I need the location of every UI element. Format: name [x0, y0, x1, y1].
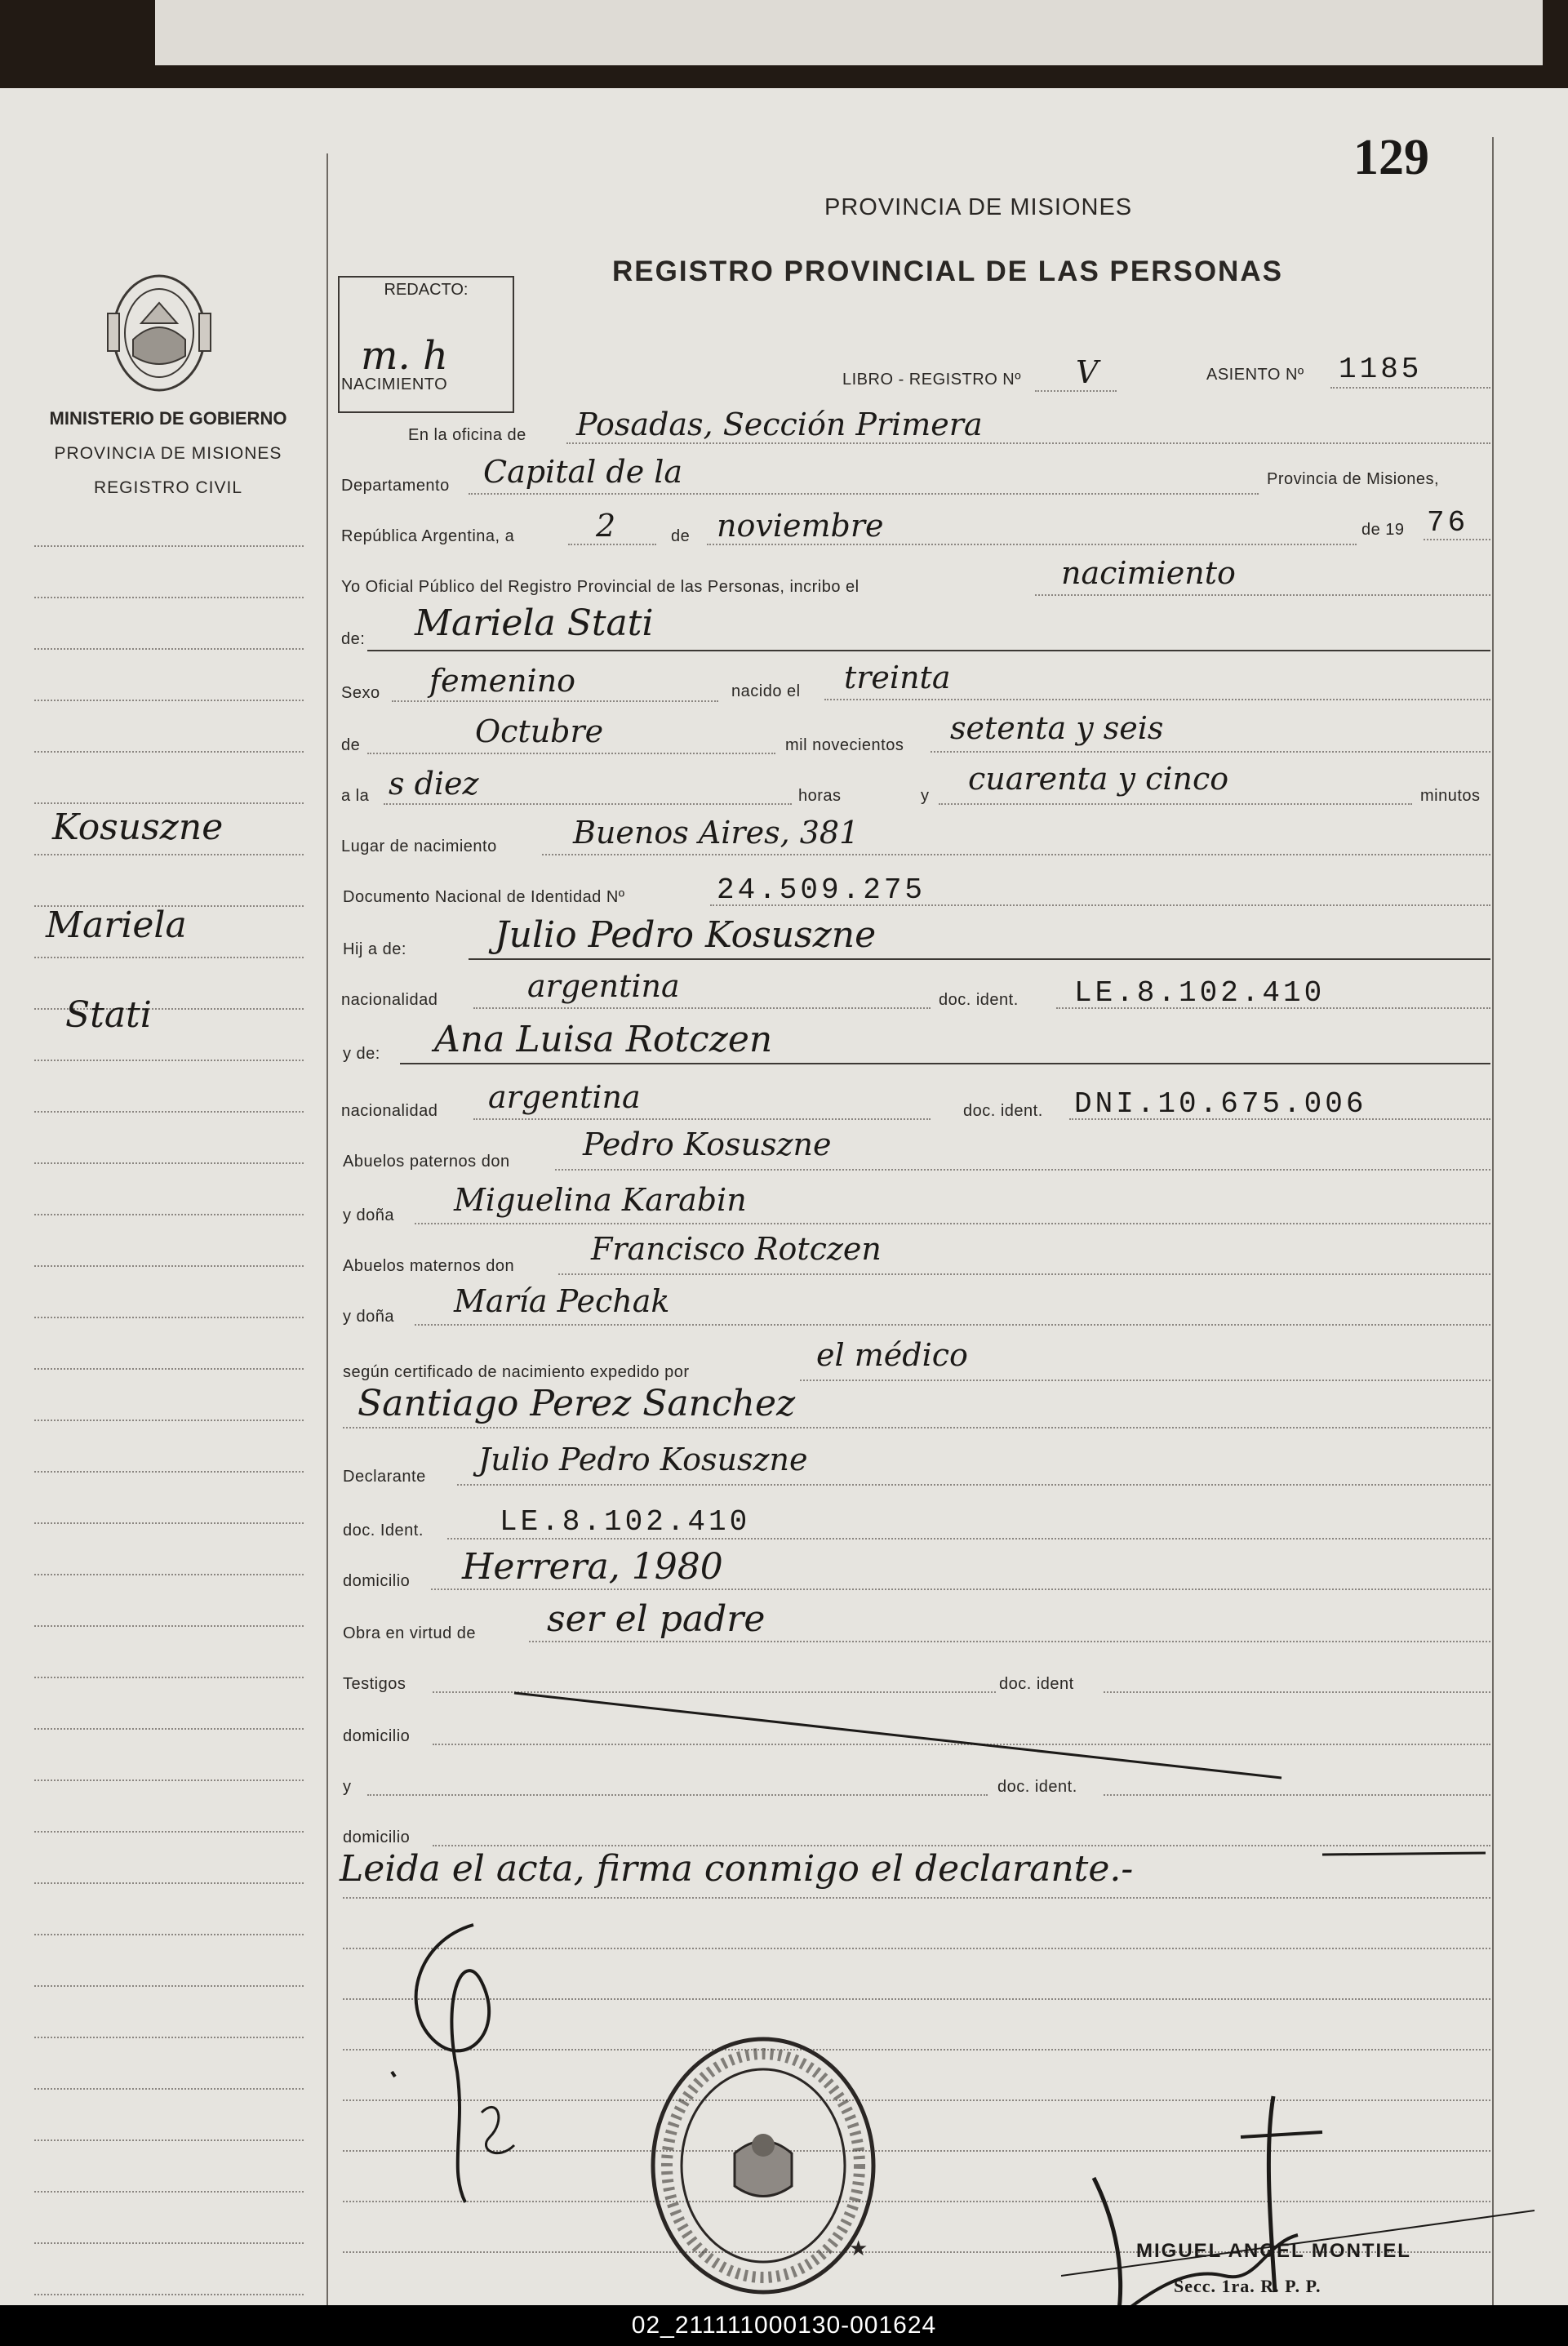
libro-label: LIBRO - REGISTRO Nº: [842, 371, 1022, 389]
page-number: 129: [1353, 130, 1429, 185]
documento-label: Documento Nacional de Identidad Nº: [343, 888, 625, 906]
republica-label: República Argentina, a: [341, 527, 515, 545]
officer-signature: [1061, 2080, 1535, 2341]
closing-statement: Leida el acta, firma conmigo el declarante.-: [340, 1848, 1134, 1890]
oficial-value: nacimiento: [1061, 555, 1236, 591]
domicilio-testigo2-label: domicilio: [343, 1828, 411, 1846]
margin-first-name: Mariela: [46, 904, 187, 946]
certificado-value: el médico: [816, 1337, 968, 1373]
nacionalidad-madre-label: nacionalidad: [341, 1102, 438, 1120]
abuelos-maternos-label: Abuelos maternos don: [343, 1257, 515, 1275]
padre-value: Julio Pedro Kosuszne: [495, 914, 877, 956]
documento-value: 24.509.275: [717, 873, 926, 907]
domicilio-label: domicilio: [343, 1572, 411, 1590]
abuela-materna-value: María Pechak: [454, 1283, 670, 1319]
next-page-edge: [155, 0, 1543, 65]
nacimiento-label: NACIMIENTO: [341, 375, 448, 393]
minutos-value: cuarenta y cinco: [968, 761, 1229, 797]
madre-doc-value: DNI.10.675.006: [1074, 1087, 1367, 1121]
obra-label: Obra en virtud de: [343, 1624, 477, 1642]
oficina-value: Posadas, Sección Primera: [576, 407, 983, 442]
madre-nacionalidad-value: argentina: [488, 1079, 641, 1115]
nacionalidad-padre-label: nacionalidad: [341, 991, 438, 1009]
closing-dash: [1322, 1843, 1494, 1868]
de-label: de: [671, 527, 691, 545]
declarante-label: Declarante: [343, 1468, 426, 1486]
nacido-label: nacido el: [731, 682, 801, 700]
abuelos-paternos-label: Abuelos paternos don: [343, 1153, 510, 1171]
right-margin-rule: [1492, 137, 1494, 2308]
margin-second-surname: Stati: [65, 994, 152, 1036]
departamento-value: Capital de la: [483, 454, 683, 490]
abuela-paterna-value: Miguelina Karabin: [454, 1182, 747, 1218]
declarante-doc-value: LE.8.102.410: [500, 1505, 751, 1539]
y-de-label: y de:: [343, 1045, 380, 1063]
doc-ident-madre-label: doc. ident.: [963, 1102, 1043, 1120]
testigos-label: Testigos: [343, 1675, 406, 1693]
horas-label: horas: [798, 787, 842, 805]
y-label: y: [921, 787, 930, 805]
ministry-line3: REGISTRO CIVIL: [93, 478, 243, 497]
dia-value: 2: [596, 508, 616, 544]
domicilio-value: Herrera, 1980: [462, 1546, 723, 1588]
provincial-seal-icon: [104, 266, 214, 397]
doc-ident-testigo-label: doc. ident: [999, 1675, 1074, 1693]
nacido-value: treinta: [844, 660, 951, 695]
ministry-line1: MINISTERIO DE GOBIERNO: [49, 408, 287, 429]
margin-surname: Kosuszne: [52, 806, 224, 848]
testigos-strike-line: [490, 1688, 1290, 1786]
anio-nacimiento-value: setenta y seis: [950, 710, 1164, 746]
declarante-value: Julio Pedro Kosuszne: [478, 1442, 808, 1477]
officer-name: MIGUEL ANGEL MONTIEL: [1136, 2240, 1411, 2262]
a-las-value: s diez: [389, 766, 479, 802]
doc-ident-padre-label: doc. ident.: [939, 991, 1019, 1009]
y-dona-materna-label: y doña: [343, 1308, 395, 1326]
padre-nacionalidad-value: argentina: [527, 968, 680, 1004]
mes-nacimiento-value: Octubre: [475, 713, 604, 749]
asiento-label: ASIENTO Nº: [1206, 366, 1304, 384]
mes-value: noviembre: [717, 508, 884, 544]
year-value: 76: [1427, 506, 1469, 540]
official-seal-stamp: [645, 2031, 882, 2300]
svg-text:★: ★: [849, 2237, 868, 2261]
departamento-label: Departamento: [341, 477, 450, 495]
de-year-label: de 19: [1361, 521, 1405, 539]
officer-role: Secc. 1ra. R. P. P.: [1174, 2276, 1321, 2296]
de-nombre-label: de:: [341, 630, 366, 648]
sexo-label: Sexo: [341, 684, 380, 702]
oficial-label: Yo Oficial Público del Registro Provincial de las Personas, incribo el: [341, 578, 860, 596]
oficina-label: En la oficina de: [408, 426, 526, 444]
minutos-label: minutos: [1420, 787, 1481, 805]
y-dona-paterna-label: y doña: [343, 1206, 395, 1224]
ministry-line2: PROVINCIA DE MISIONES: [54, 444, 282, 463]
hijo-label: Hij a de:: [343, 940, 406, 958]
redacto-label: REDACTO:: [384, 281, 469, 299]
left-margin-rule: [326, 153, 328, 2308]
abuelo-paterno-value: Pedro Kosuszne: [583, 1126, 832, 1162]
abuelo-materno-value: Francisco Rotczen: [591, 1231, 882, 1267]
madre-value: Ana Luisa Rotczen: [434, 1019, 773, 1060]
provincia-label: Provincia de Misiones,: [1267, 470, 1440, 488]
nombre-value: Mariela Stati: [415, 602, 654, 644]
lugar-label: Lugar de nacimiento: [341, 838, 497, 855]
declarant-signature: [384, 1908, 580, 2219]
province-heading: PROVINCIA DE MISIONES: [824, 194, 1133, 220]
asiento-value: 1185: [1339, 353, 1423, 386]
de-mes-label: de: [341, 736, 361, 754]
y-testigo-label: y: [343, 1778, 352, 1796]
sexo-value: femenino: [429, 663, 576, 699]
redacto-initials: m. h: [361, 333, 448, 379]
domicilio-testigo-label: domicilio: [343, 1727, 411, 1745]
a-las-label: a la: [341, 787, 370, 805]
lugar-value: Buenos Aires, 381: [573, 815, 860, 851]
padre-doc-value: LE.8.102.410: [1074, 976, 1326, 1010]
medico-value: Santiago Perez Sanchez: [358, 1383, 796, 1424]
doc-ident-testigo2-label: doc. ident.: [997, 1778, 1077, 1796]
mil-novecientos-label: mil novecientos: [785, 736, 904, 754]
doc-ident-declarante-label: doc. Ident.: [343, 1522, 424, 1540]
image-identifier: 02_211111000130-001624: [0, 2305, 1568, 2346]
obra-value: ser el padre: [547, 1598, 766, 1640]
certificado-label: según certificado de nacimiento expedido por: [343, 1363, 690, 1381]
registry-title: REGISTRO PROVINCIAL DE LAS PERSONAS: [612, 255, 1283, 287]
registry-page: [0, 88, 1568, 2305]
libro-value: V: [1076, 354, 1099, 390]
